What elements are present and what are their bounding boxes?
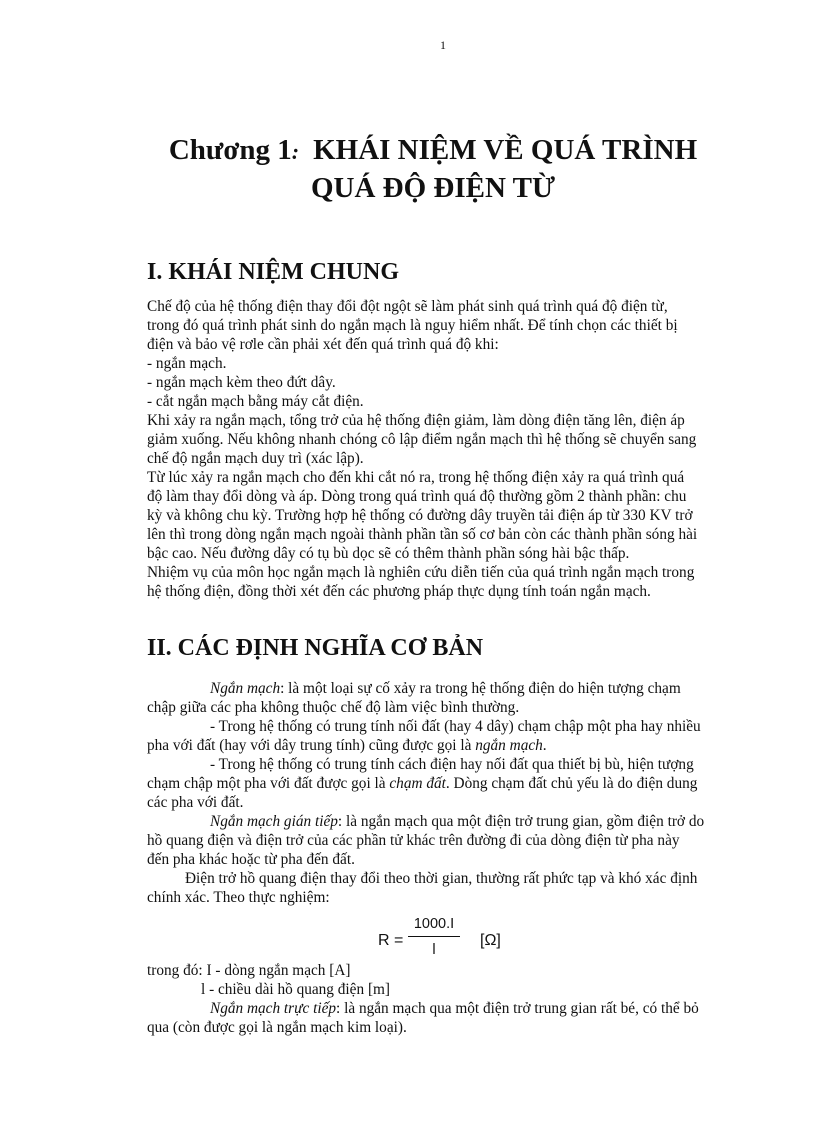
paragraph-line: các pha với đất. [147,794,244,811]
section-1-line: kỳ và không chu kỳ. Trường hợp hệ thống có đường dây truyền tải điện áp từ 330 KV trở [147,507,693,524]
section-1-line: độ làm thay đổi dòng và áp. Dòng trong quá trình quá độ thường gồm 2 thành phần: chu [147,488,687,505]
page-number: 1 [440,38,446,52]
paragraph-text: chạm chập một pha với đất được gọi là [147,775,390,792]
section-2-body-b [147,961,737,1037]
section-heading-1: I. KHÁI NIỆM CHUNG [147,259,400,285]
paragraph-text: : là ngắn mạch qua một điện trở trung gian rất bé, có thể bỏ [336,1000,699,1017]
paragraph-line: Điện trở hồ quang điện thay đổi theo thời gian, thường rất phức tạp và khó xác định [185,870,698,887]
paragraph-line: - Trong hệ thống có trung tính nối đất (hay 4 dây) chạm chập một pha hay nhiều [210,718,701,735]
paragraph-line: đến pha khác hoặc từ pha đến đất. [147,851,355,868]
section-1-line: Chế độ của hệ thống điện thay đổi đột ngột sẽ làm phát sinh quá trình quá độ điện từ, [147,298,668,315]
paragraph-line: chập giữa các pha không thuộc chế độ làm việc bình thường. [147,699,520,716]
section-1-line: trong đó quá trình phát sinh do ngắn mạch là nguy hiểm nhất. Để tính chọn các thiết bị [147,317,678,334]
paragraph-line: qua (còn được gọi là ngắn mạch kim loại). [147,1019,407,1036]
paragraph-text: pha với đất (hay với dây trung tính) cũng được gọi là [147,737,476,754]
paragraph-line [147,812,737,831]
paragraph-text: : là ngắn mạch qua một điện trở trung gian, gồm điện trở do [337,813,705,830]
paragraph-line [147,736,737,755]
section-heading-2: II. CÁC ĐỊNH NGHĨA CƠ BẢN [147,635,484,661]
section-1-body [147,297,737,601]
paragraph-text: . [542,737,547,754]
term-ngan-mach: ngắn mạch [475,737,543,754]
formula-numerator: 1000.I [413,916,455,932]
section-1-line: bậc cao. Nếu đường dây có tụ bù dọc sẽ có thêm thành phần sóng hài bậc thấp. [147,545,630,562]
chapter-title [120,132,746,206]
section-1-line: điện và bảo vệ rơle cần phải xét đến quá trình quá độ khi: [147,336,499,353]
paragraph-line [147,679,737,698]
section-1-line: - cắt ngắn mạch bằng máy cắt điện. [147,393,364,410]
chapter-title-line-2: QUÁ ĐỘ ĐIỆN TỪ [310,172,556,204]
paragraph-line: trong đó: I - dòng ngắn mạch [A] [147,962,351,979]
paragraph-text: . Dòng chạm đất chủ yếu là do điện dung [445,775,698,792]
section-1-line: giảm xuống. Nếu không nhanh chóng cô lập điểm ngắn mạch thì hệ thống sẽ chuyển sang [147,431,697,448]
section-1-line: Khi xảy ra ngắn mạch, tổng trở của hệ thống điện giảm, làm dòng điện tăng lên, điện áp [147,412,685,429]
term-ngan-mach-truc-tiep: Ngắn mạch trực tiếp [210,1000,337,1017]
paragraph-line [147,774,737,793]
paragraph-line: hồ quang điện và điện trở của các phần tử khác trên đường đi của dòng điện từ pha này [147,832,680,849]
formula-unit: [Ω] [480,932,501,949]
section-1-line: - ngắn mạch kèm theo đứt dây. [147,374,336,391]
section-1-line: lên thì trong dòng ngắn mạch ngoài thành phần tần số cơ bản còn các thành phần sóng hài [147,526,698,543]
term-cham-dat: chạm đất [389,775,446,792]
formula-denominator: l [432,942,436,958]
chapter-colon: : [291,139,300,164]
section-1-line: - ngắn mạch. [147,355,227,372]
paragraph-line [147,999,737,1018]
chapter-title-line-1 [120,132,746,170]
section-1-line: chế độ ngắn mạch duy trì (xác lập). [147,450,364,467]
formula-fraction [408,915,460,959]
term-ngan-mach: Ngắn mạch [210,680,281,697]
term-ngan-mach-gian-tiep: Ngắn mạch gián tiếp [210,813,338,830]
section-1-line: Nhiệm vụ của môn học ngắn mạch là nghiên cứu diễn tiến của quá trình ngắn mạch trong [147,564,695,581]
fraction-bar [408,936,460,937]
formula-lhs: R = [378,932,404,949]
chapter-title-text-1: KHÁI NIỆM VỀ QUÁ TRÌNH [313,134,698,166]
paragraph-line: l - chiều dài hồ quang điện [m] [201,981,391,998]
section-1-line: hệ thống điện, đồng thời xét đến các phương pháp thực dụng tính toán ngắn mạch. [147,583,651,600]
section-2-body-a [147,679,737,907]
section-1-line: Từ lúc xảy ra ngắn mạch cho đến khi cắt nó ra, trong hệ thống điện xảy ra quá trình quá [147,469,685,486]
paragraph-text: : là một loại sự cố xảy ra trong hệ thống điện do hiện tượng chạm [280,680,681,697]
paragraph-line: - Trong hệ thống có trung tính cách điện hay nối đất qua thiết bị bù, hiện tượng [210,756,694,773]
chapter-prefix: Chương 1 [168,134,292,166]
paragraph-line: chính xác. Theo thực nghiệm: [147,889,330,906]
